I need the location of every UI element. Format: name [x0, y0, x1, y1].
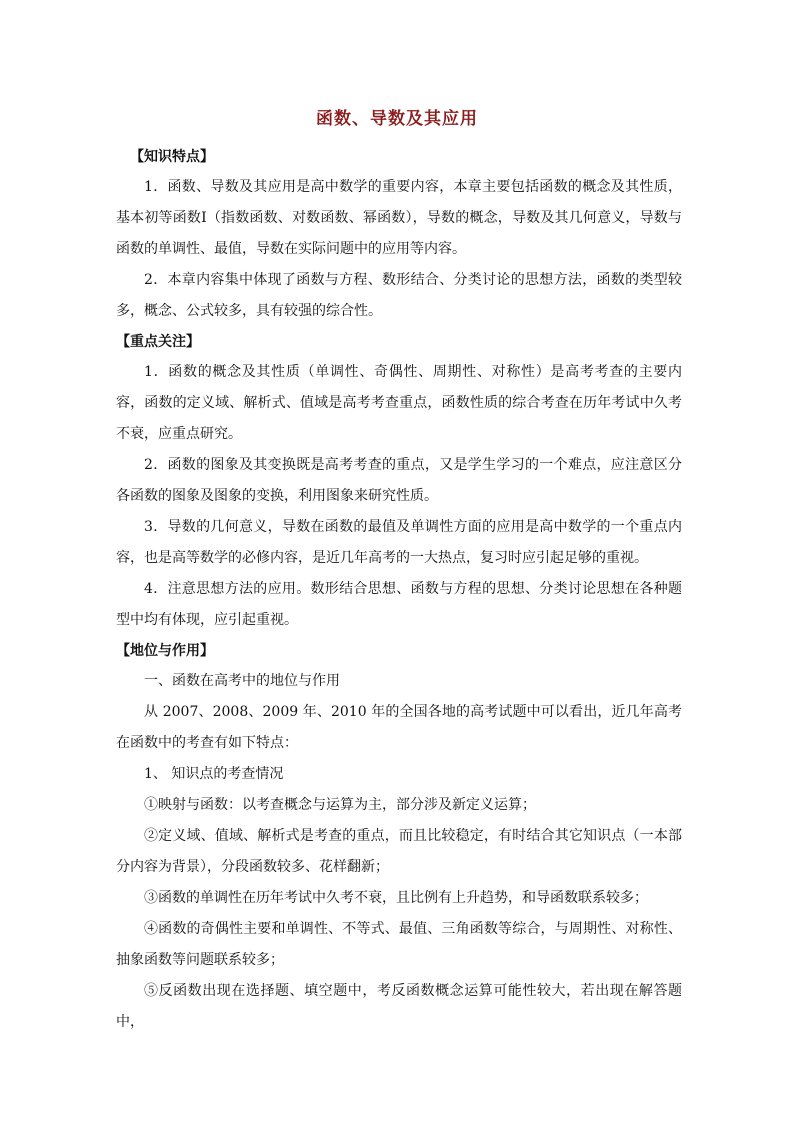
section-heading-role: 【地位与作用】	[116, 643, 214, 659]
paragraph: ①映射与函数：以考查概念与运算为主，部分涉及新定义运算；	[144, 797, 536, 813]
document-body	[116, 142, 682, 1038]
paragraph: ④函数的奇偶性主要和单调性、不等式、最值、三角函数等综合，与周期性、对称性、抽象函数等问题联系较多；	[116, 921, 682, 968]
paragraph: 4．注意思想方法的应用。数形结合思想、函数与方程的思想、分类讨论思想在各种题型中均有体现，应引起重视。	[116, 581, 682, 628]
paragraph: ②定义域、值域、解析式是考查的重点，而且比较稳定，有时结合其它知识点（一本部分内容为背景），分段函数较多、花样翻新；	[116, 828, 682, 875]
paragraph: 从 2007、2008、2009 年、2010 年的全国各地的高考试题中可以看出，近几年高考在函数中的考查有如下特点：	[116, 704, 682, 751]
paragraph: 一、函数在高考中的地位与作用	[144, 673, 340, 689]
paragraph: 1、 知识点的考查情况	[144, 766, 284, 782]
section-heading-knowledge: 【知识特点】	[130, 149, 214, 165]
paragraph: ③函数的单调性在历年考试中久考不衰，且比例有上升趋势，和导函数联系较多；	[144, 890, 648, 906]
paragraph: 2．函数的图象及其变换既是高考考查的重点，又是学生学习的一个难点，应注意区分各函数的图象及图象的变换，利用图象来研究性质。	[116, 457, 682, 504]
paragraph: 2．本章内容集中体现了函数与方程、数形结合、分类讨论的思想方法，函数的类型较多，概念、公式较多，具有较强的综合性。	[116, 272, 682, 319]
section-heading-focus: 【重点关注】	[116, 334, 200, 350]
paragraph: 3．导数的几何意义，导数在函数的最值及单调性方面的应用是高中数学的一个重点内容，也是高等数学的必修内容，是近几年高考的一大热点，复习时应引起足够的重视。	[116, 519, 682, 566]
paragraph: 1．函数的概念及其性质（单调性、奇偶性、周期性、对称性）是高考考查的主要内容，函数的定义域、解析式、值域是高考考查重点，函数性质的综合考查在历年考试中久考不衰，应重点研究。	[116, 364, 682, 442]
paragraph: ⑤反函数出现在选择题、填空题中，考反函数概念运算可能性较大，若出现在解答题中，	[116, 983, 682, 1030]
page-title: 函数、导数及其应用	[316, 109, 478, 129]
paragraph: 1．函数、导数及其应用是高中数学的重要内容，本章主要包括函数的概念及其性质，基本初等函数Ⅰ（指数函数、对数函数、幂函数），导数的概念，导数及其几何意义，导数与函数的单调性、最值，导数在实际问题中的应用等内容。	[116, 179, 682, 257]
